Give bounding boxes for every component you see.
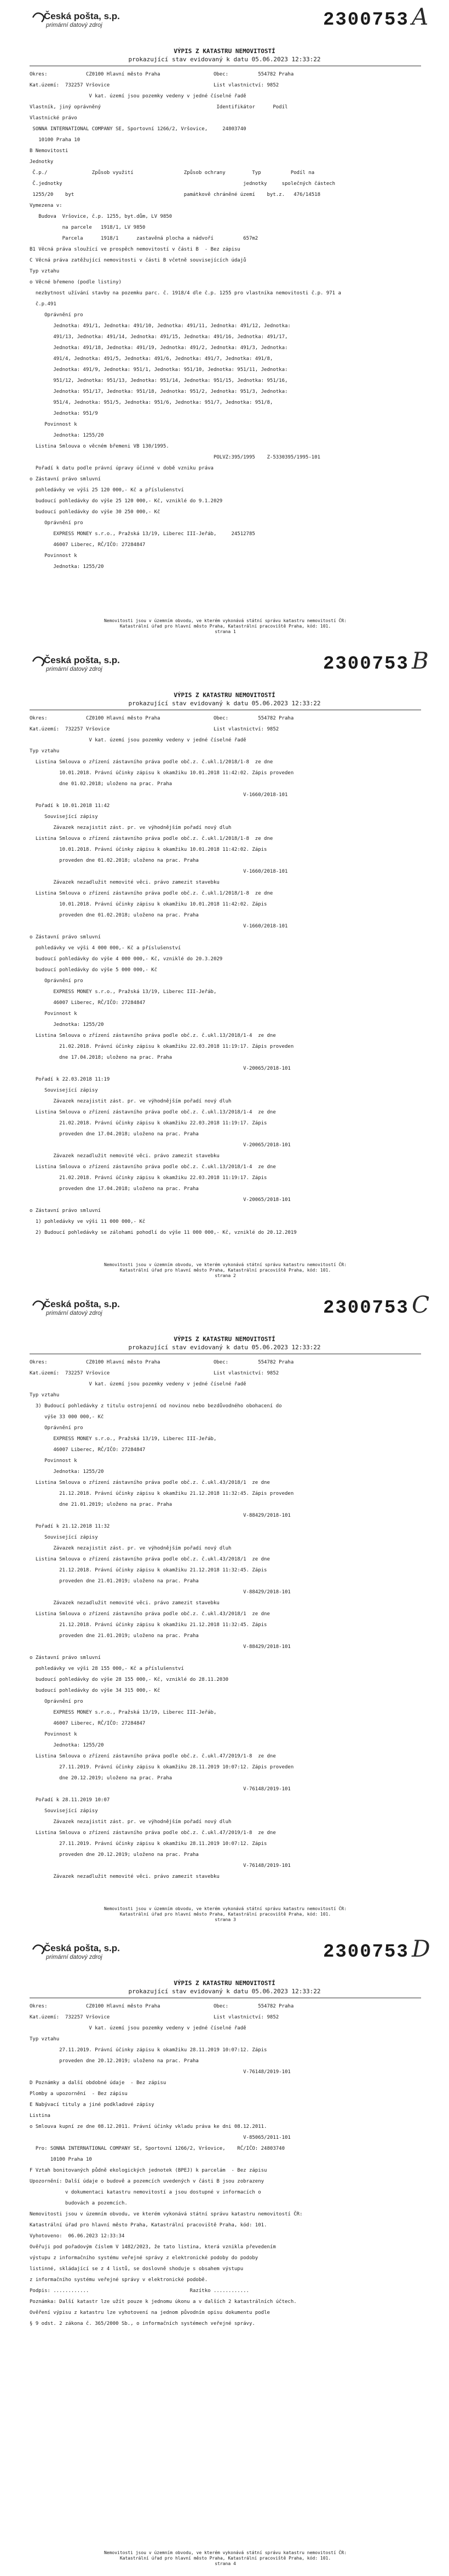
text-line: V-76148/2019-101	[30, 1863, 291, 1869]
text-line: 10.01.2018. Právní účinky zápisu k okamžiku 10.01.2018 11:42:02. Zápis	[30, 902, 267, 907]
text-line: Listina Smlouva o zřízení zástavního práva podle obč.z. č.ukl.47/2019/1-8 ze dne	[30, 1830, 276, 1836]
text-line: 1) pohledávky ve výši 11 000 000,- Kč	[30, 1219, 146, 1225]
text-line: 21.02.2018. Právní účinky zápisu k okamžiku 22.03.2018 11:19:17. Zápis proveden	[30, 1044, 294, 1049]
text-line: Související zápisy	[30, 814, 98, 820]
text-line: V kat. území jsou pozemky vedeny v jedné číselné řadě	[30, 94, 246, 99]
text-line: D Poznámky a další obdobné údaje - Bez zápisu	[30, 2080, 166, 2086]
text-line: V-88429/2018-101	[30, 1644, 291, 1650]
text-line: Pořadí k 22.03.2018 11:19	[30, 1077, 110, 1082]
page-1	[0, 0, 449, 644]
text-line: Závazek nezajistit zást. pr. ve výhodnějším pořadí nový dluh	[30, 1546, 232, 1551]
text-line: proveden dne 01.02.2018; uloženo na prac. Praha	[30, 858, 199, 863]
text-line: V kat. území jsou pozemky vedeny v jedné číselné řadě	[30, 1382, 246, 1387]
text-line: Jednotka: 491/1, Jednotka: 491/10, Jednotka: 491/11, Jednotka: 491/12, Jednotka:	[30, 323, 291, 329]
text-line: Oprávnění pro	[30, 1699, 83, 1704]
text-line: Jednotka: 1255/20	[30, 1469, 104, 1475]
text-line: Typ vztahu	[30, 269, 60, 274]
title-text: VÝPIS Z KATASTRU NEMOVITOSTÍ	[174, 1980, 275, 1987]
text-line: Závazek nezadlužit nemovité věci. právo zamezit stavebku	[30, 1874, 220, 1879]
text-line: Závazek nezadlužit nemovité věci. právo zamezit stavebku	[30, 1600, 220, 1606]
text-line: pohledávky ve výši 28 155 000,- Kč a příslušenství	[30, 1666, 184, 1672]
text-line: proveden dne 17.04.2018; uloženo na prac. Praha	[30, 1186, 199, 1192]
text-line: budovách a pozemcích.	[30, 2201, 128, 2206]
page-title	[0, 1335, 449, 1351]
page-3	[0, 1288, 449, 1932]
text-line: Pro: SONNA INTERNATIONAL COMPANY SE, Sportovní 1266/2, Vršovice, RČ/IČO: 24803740	[30, 2146, 285, 2151]
text-line: Nemovitosti jsou v územním obvodu, ve kterém vykonává státní správu katastru nemovitostí ČR:	[30, 2212, 303, 2217]
content-block	[30, 2001, 421, 2329]
text-line: Související zápisy	[30, 1088, 98, 1093]
text-line: o Smlouva kupní ze dne 08.12.2011. Právní účinky vkladu práva ke dni 08.12.2011.	[30, 2124, 267, 2130]
text-line: Jednotka: 951/9	[30, 411, 98, 416]
text-line: V-88429/2018-101	[30, 1589, 291, 1595]
text-line: Související zápisy	[30, 1535, 98, 1540]
logo-name: Česká pošta, s.p.	[44, 1299, 120, 1309]
text-line: budoucí pohledávky do výše 28 155 000,- Kč, vzniklé do 28.11.2030	[30, 1677, 229, 1682]
text-line: V-20065/2018-101	[30, 1142, 291, 1148]
text-line: Listina Smlouva o zřízení zástavního práva podle obč.z. č.ukl.43/2018/1 ze dne	[30, 1557, 270, 1562]
text-line: dne 01.02.2018; uloženo na prac. Praha	[30, 781, 172, 787]
text-line: dne 20.12.2019; uloženo na prac. Praha	[30, 1776, 172, 1781]
text-line: Vlastník, jiný oprávněný Identifikátor Podíl	[30, 105, 288, 110]
text-line: Typ vztahu	[30, 2037, 60, 2042]
text-line: Č.jednotky jednotky společných částech	[30, 181, 336, 187]
text-line: Vlastnické právo	[30, 115, 77, 121]
text-line: Listina Smlouva o zřízení zástavního práva podle obč.z. č.ukl.43/2018/1 ze dne	[30, 1480, 270, 1486]
text-line: V kat. území jsou pozemky vedeny v jedné číselné řadě	[30, 2026, 246, 2031]
text-line: Listina Smlouva o zřízení zástavního práva podle obč.z. č.ukl.1/2018/1-8 ze dne	[30, 891, 273, 896]
text-line: Budova Vršovice, č.p. 1255, byt.dům, LV 9850	[30, 214, 172, 219]
text-line: proveden dne 17.04.2018; uloženo na prac. Praha	[30, 1132, 199, 1137]
text-line: Závazek nezajistit zást. pr. ve výhodnějším pořadí nový dluh	[30, 1099, 232, 1104]
text-line: Povinnost k	[30, 1732, 77, 1737]
document-number: 2300753	[323, 10, 409, 31]
text-line: Jednotky	[30, 159, 54, 165]
text-line: Kat.území: 732257 Vršovice List vlastnictví: 9852	[30, 2015, 279, 2020]
text-line: Závazek nezajistit zást. pr. ve výhodnějším pořadí nový dluh	[30, 825, 232, 831]
content-block	[30, 69, 421, 572]
text-line: 21.12.2018. Právní účinky zápisu k okamžiku 21.12.2018 11:32:45. Zápis	[30, 1568, 267, 1573]
logo-name: Česká pošta, s.p.	[44, 655, 120, 665]
logo-subtitle: primární datový zdroj	[46, 1954, 102, 1960]
text-line: 10100 Praha 10	[30, 137, 80, 143]
text-line: nezbytnost užívání stavby na pozemku parc. č. 1918/4 dle č.p. 1255 pro vlastníka nemovitosti č.p. 971 a	[30, 291, 341, 296]
text-line: V-85065/2011-101	[30, 2135, 291, 2140]
text-line: Listina Smlouva o věcném břemeni VB 130/1995.	[30, 444, 169, 449]
text-line: Okres: CZ0100 Hlavní město Praha Obec: 554782 Praha	[30, 1360, 294, 1365]
logo-name: Česká pošta, s.p.	[44, 11, 120, 21]
text-line: budoucí pohledávky do výše 34 315 000,- Kč	[30, 1688, 160, 1693]
text-line: V-1660/2018-101	[30, 792, 288, 798]
subtitle-text: prokazující stav evidovaný k datu 05.06.2023 12:33:22	[128, 1344, 321, 1351]
text-line: Povinnost k	[30, 422, 77, 427]
logo-subtitle: primární datový zdroj	[46, 1310, 102, 1316]
text-line: v dokumentaci katastru nemovitostí a jsou dostupné v informacích o	[30, 2190, 261, 2195]
page-letter: C	[412, 1291, 430, 1318]
text-line: proveden dne 20.12.2019; uloženo na prac. Praha	[30, 1852, 199, 1858]
page-2	[0, 644, 449, 1288]
page-title	[0, 691, 449, 707]
text-line: Závazek nezajistit zást. pr. ve výhodnějším pořadí nový dluh	[30, 1819, 232, 1825]
logo-subtitle: primární datový zdroj	[46, 666, 102, 672]
text-line: Oprávnění pro	[30, 312, 83, 318]
text-line: 491/13, Jednotka: 491/14, Jednotka: 491/15, Jednotka: 491/16, Jednotka: 491/17,	[30, 334, 288, 340]
page-footer: Nemovitosti jsou v územním obvodu, ve kterém vykonává státní správu katastru nemovitostí ČR: Katastrální úřad pro hlavní město Praha, Katastrální pracoviště Praha, kód: 101. strana 4	[103, 2550, 347, 2566]
text-line: Kat.území: 732257 Vršovice List vlastnictví: 9852	[30, 83, 279, 88]
text-line: SONNA INTERNATIONAL COMPANY SE, Sportovní 1266/2, Vršovice, 24803740	[30, 126, 246, 132]
text-line: B Nemovitosti	[30, 148, 68, 154]
text-line: proveden dne 21.01.2019; uloženo na prac. Praha	[30, 1579, 199, 1584]
text-line: o Zástavní právo smluvní	[30, 935, 101, 940]
text-line: Ověření výpisu z katastru lze vyhotovení na jednom původním opisu dokumentu podle	[30, 2310, 270, 2316]
text-line: Jednotka: 951/17, Jednotka: 951/18, Jednotka: 951/2, Jednotka: 951/3, Jednotka:	[30, 389, 288, 394]
text-line: V-20065/2018-101	[30, 1197, 291, 1203]
text-line: Okres: CZ0100 Hlavní město Praha Obec: 554782 Praha	[30, 2004, 294, 2009]
text-line: 27.11.2019. Právní účinky zápisu k okamžiku 28.11.2019 10:07:12. Zápis	[30, 1841, 267, 1847]
text-line: č.p.491	[30, 301, 56, 307]
text-line: Související zápisy	[30, 1808, 98, 1814]
text-line: EXPRESS MONEY s.r.o., Pražská 13/19, Liberec III-Jeřáb,	[30, 989, 217, 995]
text-line: Vymezena v:	[30, 203, 62, 208]
text-line: z informačního systému veřejné správy v elektronické podobě.	[30, 2277, 208, 2283]
text-line: 21.12.2018. Právní účinky zápisu k okamžiku 21.12.2018 11:32:45. Zápis	[30, 1622, 267, 1628]
text-line: 951/12, Jednotka: 951/13, Jednotka: 951/14, Jednotka: 951/15, Jednotka: 951/16,	[30, 378, 288, 384]
text-line: Poznámka: Další katastr lze užít pouze k jednomu úkonu a v dalších 2 katastrálních účtech.	[30, 2299, 297, 2305]
text-line: 3) Budoucí pohledávky z titulu ostrojenní od novinou nebo bezdůvodného obohacení do	[30, 1403, 282, 1409]
text-line: Oprávnění pro	[30, 1425, 83, 1431]
page-letter: A	[412, 3, 429, 30]
document-number: 2300753	[323, 1298, 409, 1319]
text-line: Parcela 1918/1 zastavěná plocha a nádvoří 657m2	[30, 236, 258, 241]
text-line: Listina Smlouva o zřízení zástavního práva podle obč.z. č.ukl.1/2018/1-8 ze dne	[30, 759, 273, 765]
text-line: o Zástavní právo smluvní	[30, 1655, 101, 1661]
text-line: Pořadí k 10.01.2018 11:42	[30, 803, 110, 809]
text-line: 491/4, Jednotka: 491/5, Jednotka: 491/6, Jednotka: 491/7, Jednotka: 491/8,	[30, 356, 273, 362]
text-line: Listina Smlouva o zřízení zástavního práva podle obč.z. č.ukl.47/2019/1-8 ze dne	[30, 1754, 276, 1759]
text-line: Závazek nezadlužit nemovité věci. právo zamezit stavebku	[30, 880, 220, 885]
text-line: budoucí pohledávky do výše 4 000 000,- Kč, vzniklé do 20.3.2029	[30, 956, 223, 962]
text-line: V-1660/2018-101	[30, 869, 288, 874]
text-line: Povinnost k	[30, 1458, 77, 1464]
text-line: budoucí pohledávky do výše 25 120 000,- Kč, vzniklé do 9.1.2029	[30, 498, 223, 504]
text-line: Listina	[30, 2113, 50, 2119]
text-line: V-76148/2019-101	[30, 2069, 291, 2075]
title-text: VÝPIS Z KATASTRU NEMOVITOSTÍ	[174, 1336, 275, 1343]
text-line: výše 33 000 000,- Kč	[30, 1414, 104, 1420]
title-text: VÝPIS Z KATASTRU NEMOVITOSTÍ	[174, 692, 275, 699]
text-line: Č.p./ Způsob využití Způsob ochrany Typ Podíl na	[30, 170, 315, 176]
text-line: 1255/20 byt památkově chráněné území byt.z. 476/14518	[30, 192, 321, 198]
text-line: dne 17.04.2018; uloženo na prac. Praha	[30, 1055, 172, 1060]
text-line: Typ vztahu	[30, 749, 60, 754]
page-footer: Nemovitosti jsou v územním obvodu, ve kterém vykonává státní správu katastru nemovitostí ČR: Katastrální úřad pro hlavní město Praha, Katastrální pracoviště Praha, kód: 101. strana 2	[103, 1262, 347, 1278]
content-block	[30, 1357, 421, 1882]
text-line: výstupu z informačního systému veřejné správy z elektronické podoby do podoby	[30, 2255, 258, 2261]
text-line: Listina Smlouva o zřízení zástavního práva podle obč.z. č.ukl.13/2018/1-4 ze dne	[30, 1033, 276, 1038]
text-line: C Věcná práva zatěžující nemovitosti v části B včetně souvisejících údajů	[30, 258, 246, 263]
text-line: Jednotka: 1255/20	[30, 1022, 104, 1028]
text-line: Listina Smlouva o zřízení zástavního práva podle obč.z. č.ukl.13/2018/1-4 ze dne	[30, 1164, 276, 1170]
logo-subtitle: primární datový zdroj	[46, 22, 102, 28]
text-line: Závazek nezadlužit nemovité věci. právo zamezit stavebku	[30, 1153, 220, 1159]
subtitle-text: prokazující stav evidovaný k datu 05.06.2023 12:33:22	[128, 56, 321, 63]
text-line: Oprávnění pro	[30, 978, 83, 984]
title-text: VÝPIS Z KATASTRU NEMOVITOSTÍ	[174, 48, 275, 55]
page-footer: Nemovitosti jsou v územním obvodu, ve kterém vykonává státní správu katastru nemovitostí ČR: Katastrální úřad pro hlavní město Praha, Katastrální pracoviště Praha, kód: 101. strana 1	[103, 618, 347, 634]
text-line: EXPRESS MONEY s.r.o., Pražská 13/19, Liberec III-Jeřáb,	[30, 1710, 217, 1715]
text-line: Jednotka: 491/9, Jednotka: 951/1, Jednotka: 951/10, Jednotka: 951/11, Jednotka:	[30, 367, 288, 373]
page-title	[0, 1979, 449, 1995]
page-footer: Nemovitosti jsou v územním obvodu, ve kterém vykonává státní správu katastru nemovitostí ČR: Katastrální úřad pro hlavní město Praha, Katastrální pracoviště Praha, kód: 101. strana 3	[103, 1906, 347, 1922]
text-line: 10100 Praha 10	[30, 2157, 92, 2162]
text-line: budoucí pohledávky do výše 30 250 000,- Kč	[30, 509, 160, 515]
text-line: F Vztah bonitovaných půdně ekologických jednotek (BPEJ) k parcelám - Bez zápisu	[30, 2168, 267, 2173]
text-line: proveden dne 01.02.2018; uloženo na prac. Praha	[30, 913, 199, 918]
text-line: na parcele 1918/1, LV 9850	[30, 225, 146, 230]
subtitle-text: prokazující stav evidovaný k datu 05.06.2023 12:33:22	[128, 700, 321, 707]
text-line: B1 Věcná práva sloužící ve prospěch nemovitostí v části B - Bez zápisu	[30, 247, 240, 252]
text-line: Typ vztahu	[30, 1393, 60, 1398]
text-line: 46007 Liberec, RČ/IČO: 27284847	[30, 542, 146, 548]
text-line: Ověřuji pod pořadovým číslem V 1482/2023, že tato listina, která vznikla převedením	[30, 2244, 276, 2250]
text-line: E Nabývací tituly a jiné podkladové zápisy	[30, 2102, 154, 2108]
text-line: Kat.území: 732257 Vršovice List vlastnictví: 9852	[30, 727, 279, 732]
text-line: pohledávky ve výši 25 120 000,- Kč a příslušenství	[30, 488, 184, 493]
text-line: Pořadí k datu podle právní úpravy účinné v době vzniku práva	[30, 466, 214, 471]
page-title	[0, 47, 449, 63]
document-number: 2300753	[323, 654, 409, 675]
text-line: 46007 Liberec, RČ/IČO: 27284847	[30, 1447, 146, 1453]
text-line: EXPRESS MONEY s.r.o., Pražská 13/19, Liberec III-Jeřáb, 24512785	[30, 531, 255, 537]
page-letter: B	[412, 647, 429, 674]
text-line: Kat.území: 732257 Vršovice List vlastnictví: 9852	[30, 1371, 279, 1376]
text-line: Podpis: ............ Razítko ............	[30, 2288, 249, 2294]
text-line: Oprávnění pro	[30, 520, 83, 526]
page-letter: D	[412, 1935, 430, 1962]
text-line: Jednotka: 1255/20	[30, 1743, 104, 1748]
text-line: Pořadí k 28.11.2019 10:07	[30, 1797, 110, 1803]
text-line: pohledávky ve výši 4 000 000,- Kč a příslušenství	[30, 945, 181, 951]
text-line: Pořadí k 21.12.2018 11:32	[30, 1524, 110, 1529]
text-line: Okres: CZ0100 Hlavní město Praha Obec: 554782 Praha	[30, 716, 294, 721]
text-line: Listina Smlouva o zřízení zástavního práva podle obč.z. č.ukl.13/2018/1-4 ze dne	[30, 1110, 276, 1115]
text-line: proveden dne 20.12.2019; uloženo na prac. Praha	[30, 2058, 199, 2064]
text-line: 10.01.2018. Právní účinky zápisu k okamžiku 10.01.2018 11:42:02. Zápis proveden	[30, 770, 294, 776]
text-line: 46007 Liberec, RČ/IČO: 27284847	[30, 1721, 146, 1726]
text-line: Povinnost k	[30, 553, 77, 559]
text-line: budoucí pohledávky do výše 5 000 000,- Kč	[30, 967, 157, 973]
page-4	[0, 1932, 449, 2576]
text-line: Listina Smlouva o zřízení zástavního práva podle obč.z. č.ukl.1/2018/1-8 ze dne	[30, 836, 273, 842]
content-block	[30, 713, 421, 1238]
text-line: 2) Budoucí pohledávky se zálohami pohodlí do výše 11 000 000,- Kč, vzniklé do 20.12.2019	[30, 1230, 297, 1235]
text-line: V-1660/2018-101	[30, 924, 288, 929]
text-line: 21.02.2018. Právní účinky zápisu k okamžiku 22.03.2018 11:19:17. Zápis	[30, 1175, 267, 1181]
text-line: V-20065/2018-101	[30, 1066, 291, 1071]
text-line: o Věcné břemeno (podle listiny)	[30, 280, 122, 285]
text-line: Katastrální úřad pro hlavní město Praha, Katastrální pracoviště Praha, kód: 101.	[30, 2223, 267, 2228]
text-line: 46007 Liberec, RČ/IČO: 27284847	[30, 1000, 146, 1006]
text-line: 21.02.2018. Právní účinky zápisu k okamžiku 22.03.2018 11:19:17. Zápis	[30, 1121, 267, 1126]
text-line: POLVZ:395/1995 Z-5330395/1995-101	[30, 455, 321, 460]
text-line: Povinnost k	[30, 1011, 77, 1017]
text-line: 21.12.2018. Právní účinky zápisu k okamžiku 21.12.2018 11:32:45. Zápis proveden	[30, 1491, 294, 1496]
text-line: Plomby a upozornění - Bez zápisu	[30, 2091, 128, 2097]
text-line: dne 21.01.2019; uloženo na prac. Praha	[30, 1502, 172, 1507]
text-line: V kat. území jsou pozemky vedeny v jedné číselné řadě	[30, 738, 246, 743]
text-line: EXPRESS MONEY s.r.o., Pražská 13/19, Liberec III-Jeřáb,	[30, 1436, 217, 1442]
text-line: o Zástavní právo smluvní	[30, 1208, 101, 1214]
text-line: Jednotka: 1255/20	[30, 564, 104, 570]
text-line: Jednotka: 491/18, Jednotka: 491/19, Jednotka: 491/2, Jednotka: 491/3, Jednotka:	[30, 345, 288, 351]
text-line: § 9 odst. 2 zákona č. 365/2000 Sb., o informačních systémech veřejné správy.	[30, 2321, 255, 2326]
text-line: Upozornění: Další údaje o budově a pozemcích uvedených v části B jsou zobrazeny	[30, 2179, 264, 2184]
text-line: proveden dne 21.01.2019; uloženo na prac. Praha	[30, 1633, 199, 1639]
text-line: 951/4, Jednotka: 951/5, Jednotka: 951/6, Jednotka: 951/7, Jednotka: 951/8,	[30, 400, 273, 405]
text-line: 10.01.2018. Právní účinky zápisu k okamžiku 10.01.2018 11:42:02. Zápis	[30, 847, 267, 852]
logo-name: Česká pošta, s.p.	[44, 1943, 120, 1953]
text-line: o Zástavní právo smluvní	[30, 477, 101, 482]
text-line: Okres: CZ0100 Hlavní město Praha Obec: 554782 Praha	[30, 72, 294, 77]
text-line: 27.11.2019. Právní účinky zápisu k okamžiku 28.11.2019 10:07:12. Zápis proveden	[30, 1765, 294, 1770]
text-line: listinné, skládající se z 4 listů, se doslovně shoduje s obsahem výstupu	[30, 2266, 244, 2272]
document-number: 2300753	[323, 1942, 409, 1963]
text-line: Jednotka: 1255/20	[30, 433, 104, 438]
text-line: 27.11.2019. Právní účinky zápisu k okamžiku 28.11.2019 10:07:12. Zápis	[30, 2047, 267, 2053]
text-line: V-88429/2018-101	[30, 1513, 291, 1518]
text-line: Vyhotoveno: 06.06.2023 12:33:34	[30, 2233, 125, 2239]
text-line: V-76148/2019-101	[30, 1786, 291, 1792]
subtitle-text: prokazující stav evidovaný k datu 05.06.2023 12:33:22	[128, 1988, 321, 1995]
text-line: Listina Smlouva o zřízení zástavního práva podle obč.z. č.ukl.43/2018/1 ze dne	[30, 1611, 270, 1617]
